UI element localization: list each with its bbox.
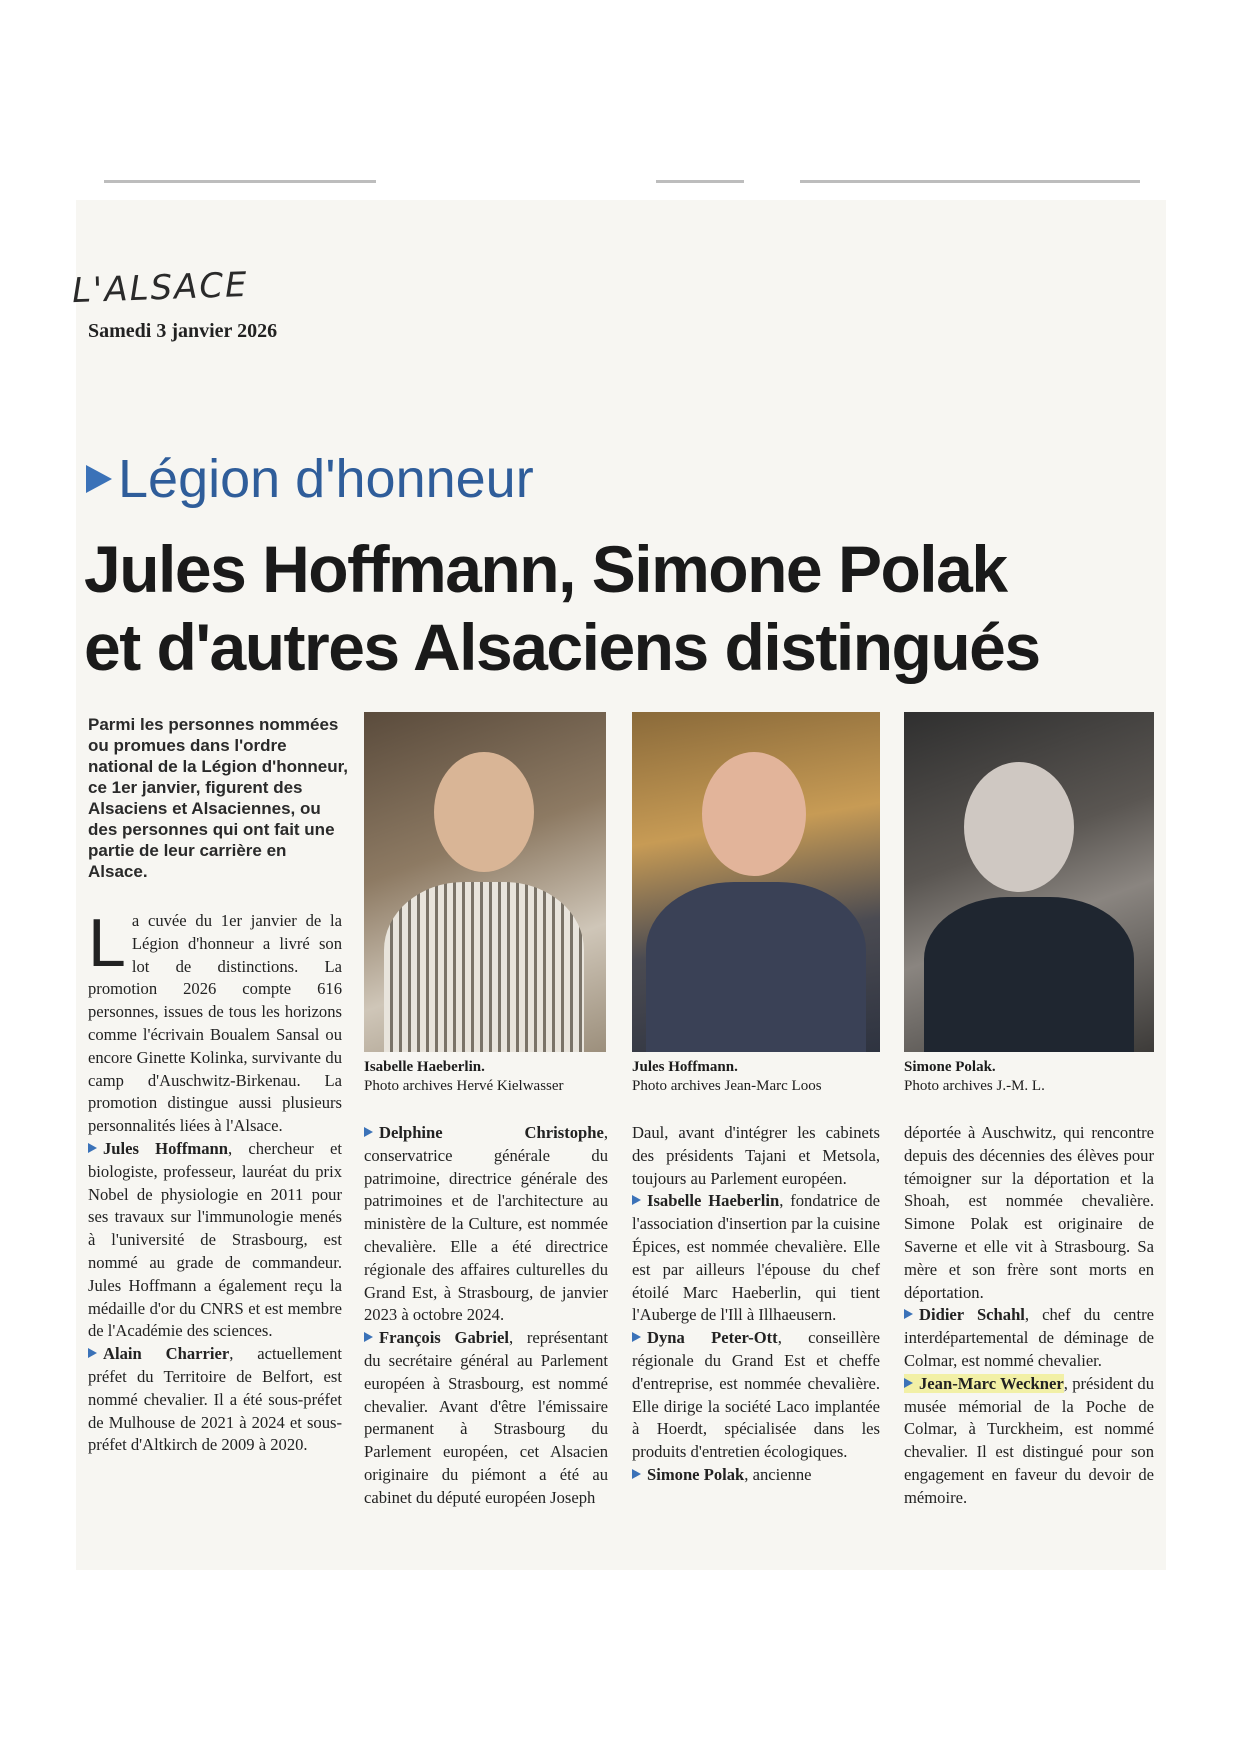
bullet-triangle-icon: [364, 1127, 373, 1137]
caption-name: Jules Hoffmann.: [632, 1059, 738, 1075]
entry-paragraph: Jean-Marc Weckner, président du musée mémorial de la Poche de Colmar, à Turckheim, est nommé chevalier. Il est distingué pour son engagement en faveur du devoir de mémoire.: [904, 1373, 1154, 1507]
scan-edge-line: [104, 180, 376, 183]
triangle-arrow-icon: [86, 465, 112, 493]
intro-paragraph: La cuvée du 1er janvier de la Légion d'honneur a livré son lot de distinctions. La promotion 2026 compte 616 personnes, issues de tous les horizons comme l'écrivain Boualem Sansal ou encore Ginette Kolinka, survivante du camp d'Auschwitz-Birkenau. La promotion distingue aussi plusieurs personnalités liées à l'Alsace.: [88, 905, 342, 1136]
bullet-triangle-icon: [632, 1195, 641, 1205]
entry-paragraph: Delphine Christophe, conservatrice générale du patrimoine, directrice générale des patrimoines et de l'architecture au ministère de la Culture, est nommée chevalière. Elle a été directrice régionale des affaires culturelles du Grand Est, à Strasbourg, de janvier 2023 à octobre 2024.: [364, 1123, 608, 1325]
drop-cap: L: [88, 905, 126, 981]
caption-name: Isabelle Haeberlin.: [364, 1059, 485, 1075]
article-column-4: [904, 1122, 1154, 1510]
caption-credit: Photo archives Jean-Marc Loos: [632, 1078, 822, 1094]
kicker-text: Légion d'honneur: [118, 449, 534, 509]
scan-edge-line: [656, 180, 744, 183]
entry-paragraph: Simone Polak, ancienne: [632, 1464, 880, 1487]
highlighted-name: Jean-Marc Weckner: [904, 1374, 1064, 1393]
entry-paragraph: Alain Charrier, actuellement préfet du Territoire de Belfort, est nommé chevalier. Il a été sous-préfet de Mulhouse de 2021 à 2024 et sous-préfet d'Altkirch de 2009 à 2020.: [88, 1344, 342, 1455]
scan-edge-line: [800, 180, 1140, 183]
bullet-triangle-icon: [904, 1309, 913, 1319]
caption-credit: Photo archives J.-M. L.: [904, 1078, 1045, 1094]
photo-caption: [904, 1058, 1154, 1096]
article-column-2: [364, 1122, 608, 1510]
bullet-triangle-icon: [364, 1332, 373, 1342]
photo-jules-hoffmann: [632, 712, 880, 1052]
bullet-triangle-icon: [632, 1332, 641, 1342]
handwritten-source-note: L'ALSACE: [71, 264, 250, 312]
article-kicker: [86, 448, 534, 510]
photo-isabelle-haeberlin: [364, 712, 606, 1052]
caption-credit: Photo archives Hervé Kielwasser: [364, 1078, 564, 1094]
headline-line-2: et d'autres Alsaciens distingués: [84, 610, 1040, 684]
caption-name: Simone Polak.: [904, 1059, 996, 1075]
entry-paragraph: Jules Hoffmann, chercheur et biologiste, professeur, lauréat du prix Nobel de physiologie en 2011 pour ses travaux sur l'immunologie menés à l'université de Strasbourg, est nommé au grade de commandeur. Jules Hoffmann a également reçu la médaille d'or du CNRS et est membre de l'Académie des sciences.: [88, 1138, 342, 1341]
entry-paragraph: Dyna Peter-Ott, conseillère régionale du Grand Est et cheffe d'entreprise, est nommée chevalière. Elle dirige la société Laco implantée à Hoerdt, spécialisée dans les produits d'entretien écologiques.: [632, 1328, 880, 1462]
bullet-triangle-icon: [88, 1348, 97, 1358]
bullet-triangle-icon: [904, 1378, 913, 1388]
article-chapo: Parmi les personnes nommées ou promues dans l'ordre national de la Légion d'honneur, ce 1er janvier, figurent des Alsaciens et Alsaciennes, ou des personnes qui ont fait une partie de leur carrière en Alsace.: [88, 715, 348, 881]
photo-simone-polak: [904, 712, 1154, 1052]
entry-continuation: Daul, avant d'intégrer les cabinets des présidents Tajani et Metsola, toujours au Parlement européen.: [632, 1123, 880, 1188]
headline-line-1: Jules Hoffmann, Simone Polak: [84, 532, 1007, 606]
publication-date: Samedi 3 janvier 2026: [88, 320, 278, 342]
entry-paragraph: Isabelle Haeberlin, fondatrice de l'association d'insertion par la cuisine Épices, est nommée chevalière. Elle est par ailleurs l'épouse du chef étoilé Marc Haeberlin, qui tient l'Auberge de l'Ill à Illhaeusern.: [632, 1191, 880, 1325]
entry-paragraph: Didier Schahl, chef du centre interdépartemental de déminage de Colmar, est nommé chevalier.: [904, 1305, 1154, 1370]
entry-continuation: déportée à Auschwitz, qui rencontre depuis des décennies des élèves pour témoigner sur la déportation et la Shoah, est nommée chevalière. Simone Polak est originaire de Saverne et elle vit à Strasbourg. Sa mère et son frère sont morts en déportation.: [904, 1123, 1154, 1302]
bullet-triangle-icon: [632, 1469, 641, 1479]
article-headline: [84, 530, 1164, 686]
article-column-1: [88, 905, 342, 1457]
photo-caption: [632, 1058, 882, 1096]
photo-caption: [364, 1058, 614, 1096]
entry-paragraph: François Gabriel, représentant du secrétaire général au Parlement européen à Strasbourg, est nommé chevalier. Avant d'être l'émissaire permanent à Strasbourg du Parlement européen, cet Alsacien originaire du piémont a été au cabinet du député européen Joseph: [364, 1328, 608, 1507]
bullet-triangle-icon: [88, 1143, 97, 1153]
article-column-3: [632, 1122, 880, 1487]
